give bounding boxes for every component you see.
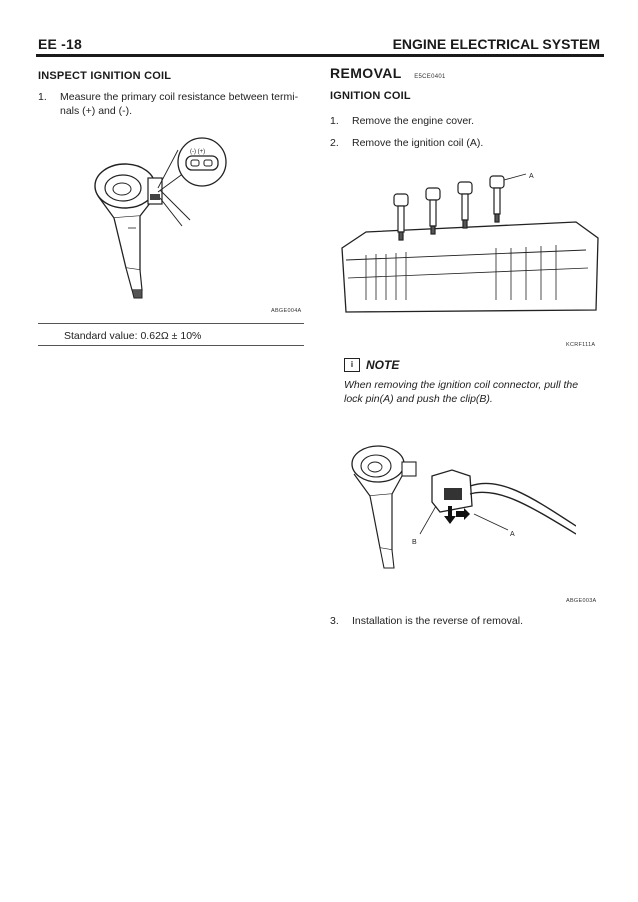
page-code: EE -18 (38, 36, 82, 52)
right-step-2: 2. Remove the ignition coil (A). (330, 137, 484, 149)
cylinder-head (342, 222, 598, 312)
ignition-coil-2 (426, 188, 440, 234)
removal-title: REMOVAL (330, 65, 402, 81)
ignition-coil-4 (490, 176, 504, 222)
label-a: A (510, 531, 515, 538)
note-label: NOTE (366, 358, 400, 372)
left-step-1 (38, 90, 308, 118)
ignition-coil-subtitle: IGNITION COIL (330, 90, 411, 102)
terminal-label: (-) (+) (190, 149, 206, 155)
step-number: 1. (38, 91, 47, 103)
note-heading (344, 358, 399, 372)
coil-body (370, 494, 392, 550)
note-text: When removing the ignition coil connector, pull the lock pin(A) and push the clip(B). (344, 379, 579, 405)
standard-value: Standard value: 0.62Ω ± 10% (64, 330, 202, 342)
note-icon: i (344, 358, 360, 372)
coil-connector-figure (340, 436, 576, 596)
label-b: B (412, 539, 417, 546)
pull-arrow-icon (456, 508, 470, 520)
label-a: A (529, 173, 534, 180)
engine-coil-figure (336, 160, 606, 320)
spec-rule-top (38, 323, 304, 324)
right-step-1: 1. Remove the engine cover. (330, 115, 474, 127)
header-rule (36, 54, 604, 57)
right-figure2-caption: ABGE003A (566, 598, 597, 604)
spec-rule-bottom (38, 345, 304, 346)
step-text: Measure the primary coil resistance between termi- nals (+) and (-). (60, 91, 299, 117)
section-title: ENGINE ELECTRICAL SYSTEM (392, 36, 600, 52)
ignition-coil-terminal-figure (70, 128, 310, 318)
left-figure-caption: ABGE004A (271, 308, 302, 314)
removal-code: E5CE0401 (414, 74, 446, 80)
inspect-title: INSPECT IGNITION COIL (38, 70, 172, 82)
removal-heading (330, 65, 446, 83)
right-step-3: 3. Installation is the reverse of removal. (330, 615, 523, 627)
ignition-coil-3 (458, 182, 472, 228)
right-figure1-caption: KCRF111A (566, 342, 596, 348)
